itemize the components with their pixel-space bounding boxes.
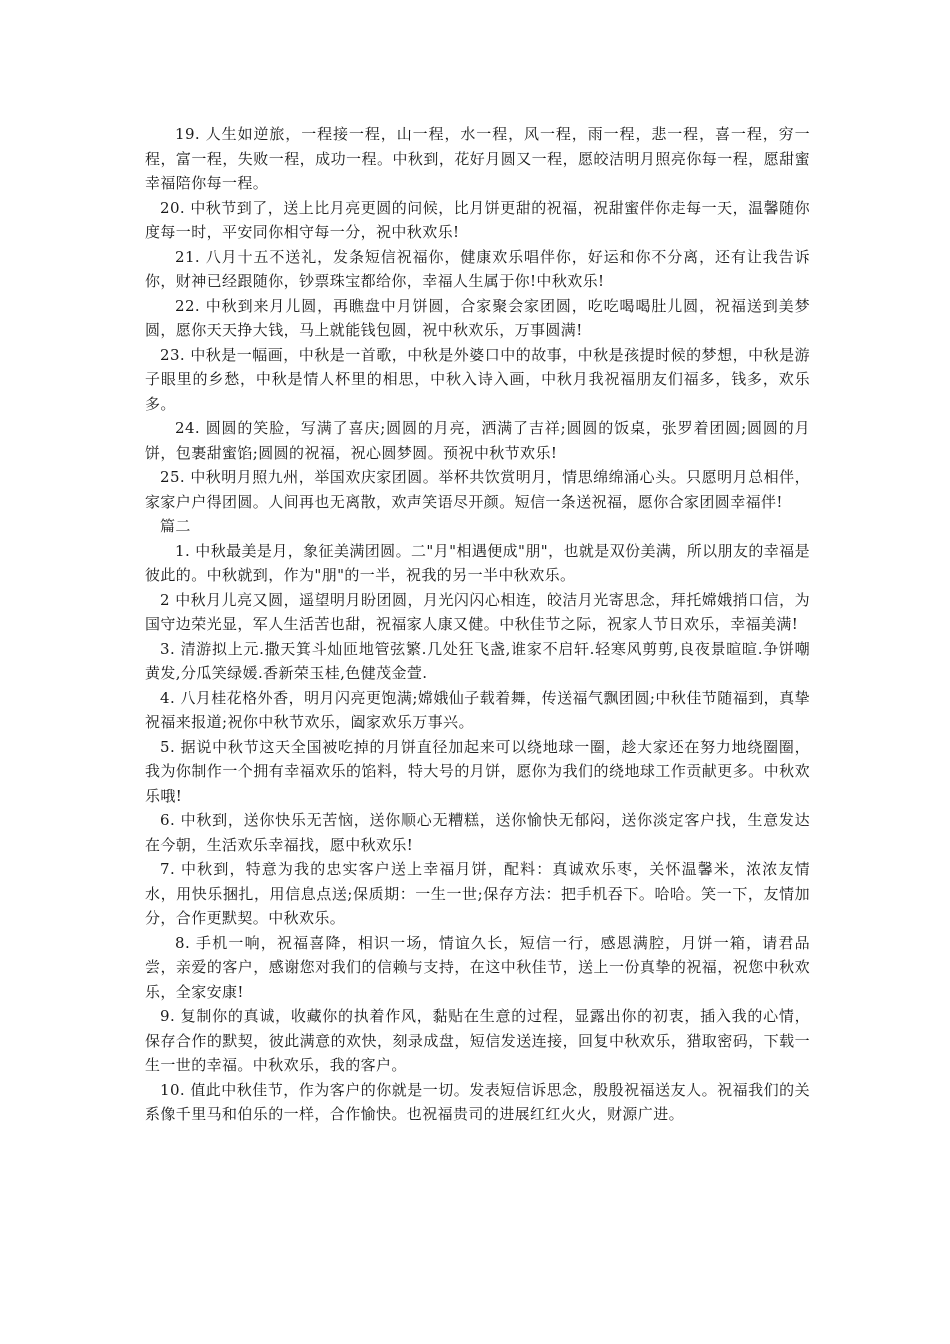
- paragraph-p2-6: 6. 中秋到，送你快乐无苦恼，送你顺心无糟糕，送你愉快无郁闷，送你淡定客户找，生意发达在今朝，生活欢乐幸福找，愿中秋欢乐!: [145, 811, 810, 854]
- paragraph-24: 24. 圆圆的笑脸，写满了喜庆;圆圆的月亮，洒满了吉祥;圆圆的饭桌，张罗着团圆;圆圆的月饼，包裹甜蜜馅;圆圆的祝福，祝心圆梦圆。预祝中秋节欢乐!: [145, 419, 810, 462]
- paragraph-22: 22. 中秋到来月儿圆，再瞧盘中月饼圆，合家聚会家团圆，吃吃喝喝肚儿圆，祝福送到美梦圆，愿你天天挣大钱，马上就能钱包圆，祝中秋欢乐，万事圆满!: [145, 296, 810, 339]
- paragraph-p2-2: 2 中秋月儿亮又圆，遥望明月盼团圆，月光闪闪心相连，皎洁月光寄思念，拜托嫦娥捎口信，为国守边荣光显，军人生活苦也甜，祝福家人康又健。中秋佳节之际，祝家人节日欢乐，幸福美满!: [145, 590, 810, 633]
- paragraph-p2-8: 8. 手机一响，祝福喜降，相识一场，情谊久长，短信一行，感恩满腔，月饼一箱，请君品尝，亲爱的客户，感谢您对我们的信赖与支持，在这中秋佳节，送上一份真挚的祝福，祝您中秋欢乐，全家安康!: [145, 933, 810, 1001]
- paragraph-23: 23. 中秋是一幅画，中秋是一首歌，中秋是外婆口中的故事，中秋是孩提时候的梦想，中秋是游子眼里的乡愁，中秋是情人杯里的相思，中秋入诗入画，中秋月我祝福朋友们福多，钱多，欢乐多。: [145, 345, 810, 413]
- paragraph-p2-3: 3. 清游拟上元.撒天箕斗灿匝地管弦繁.几处狂飞盏,谁家不启轩.轻寒风剪剪,良夜景暄暄.争饼嘲黄发,分瓜笑绿媛.香新荣玉桂,色健茂金萱.: [145, 639, 810, 682]
- paragraph-21: 21. 八月十五不送礼，发条短信祝福你，健康欢乐唱伴你，好运和你不分离，还有让我告诉你，财神已经跟随你，钞票珠宝都给你，幸福人生属于你!中秋欢乐!: [145, 247, 810, 290]
- paragraph-p2-9: 9. 复制你的真诚，收藏你的执着作风，黏贴在生意的过程，显露出你的初衷，插入我的心情，保存合作的默契，彼此满意的欢快，刻录成盘，短信发送连接，回复中秋欢乐，猎取密码，下载一生一世的幸福。中秋欢乐，我的客户。: [145, 1007, 810, 1074]
- paragraph-p2-7: 7. 中秋到，特意为我的忠实客户送上幸福月饼，配料：真诚欢乐枣，关怀温馨米，浓浓友情水，用快乐捆扎，用信息点送;保质期：一生一世;保存方法：把手机吞下。哈哈。笑一下，友情加分，合作更默契。中秋欢乐。: [145, 860, 810, 927]
- paragraph-p2-10: 10. 值此中秋佳节，作为客户的你就是一切。发表短信诉思念，殷殷祝福送友人。祝福我们的关系像千里马和伯乐的一样，合作愉快。也祝福贵司的进展红红火火，财源广进。: [145, 1080, 810, 1123]
- paragraph-p2-5: 5. 据说中秋节这天全国被吃掉的月饼直径加起来可以绕地球一圈，趁大家还在努力地绕圈圈，我为你制作一个拥有幸福欢乐的馅料，特大号的月饼，愿你为我们的绕地球工作贡献更多。中秋欢乐哦!: [145, 737, 810, 805]
- paragraph-20: 20. 中秋节到了，送上比月亮更圆的问候，比月饼更甜的祝福，祝甜蜜伴你走每一天，温馨随你度每一时，平安同你相守每一分，祝中秋欢乐!: [145, 198, 810, 241]
- paragraph-19: 19. 人生如逆旅，一程接一程，山一程，水一程，风一程，雨一程，悲一程，喜一程，穷一程，富一程，失败一程，成功一程。中秋到，花好月圆又一程，愿皎洁明月照亮你每一程，愿甜蜜幸福陪你每一程。: [145, 125, 810, 192]
- section-heading: 篇二: [160, 517, 191, 535]
- paragraph-25: 25. 中秋明月照九州，举国欢庆家团圆。举杯共饮赏明月，情思绵绵涌心头。只愿明月总相伴，家家户户得团圆。人间再也无离散，欢声笑语尽开颜。短信一条送祝福，愿你合家团圆幸福伴!: [145, 468, 810, 511]
- paragraph-p2-4: 4. 八月桂花格外香，明月闪亮更饱满;嫦娥仙子载着舞，传送福气飘团圆;中秋佳节随福到，真挚祝福来报道;祝你中秋节欢乐，阖家欢乐万事兴。: [145, 688, 810, 731]
- paragraph-p2-1: 1. 中秋最美是月，象征美满团圆。二"月"相遇便成"朋"，也就是双份美满，所以朋友的幸福是彼此的。中秋就到，作为"朋"的一半，祝我的另一半中秋欢乐。: [145, 541, 810, 584]
- document-body: [145, 122, 810, 1127]
